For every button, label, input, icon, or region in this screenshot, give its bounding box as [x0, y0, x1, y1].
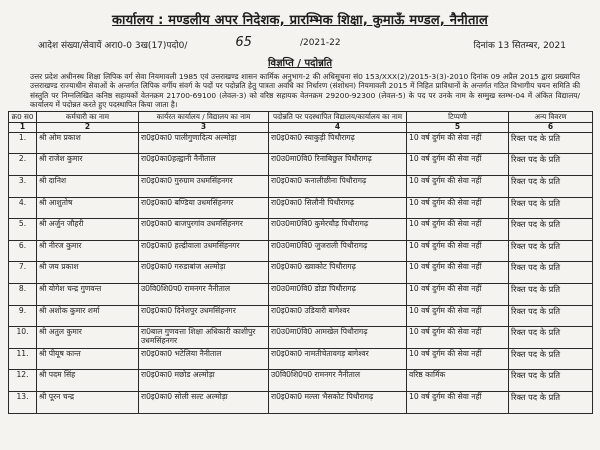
serial-number-cell: 8. — [9, 283, 37, 305]
posted-office-cell: रा0इ0का0 स्याकुड़ी पिथौरागढ़ — [269, 132, 407, 154]
remark-cell: रिक्त पद के प्रति — [509, 175, 593, 197]
current-office-cell: उ0वि0शि0प0 रामनगर नैनीताल — [139, 283, 269, 305]
employee-name-cell: श्री पूरन चन्द्र — [37, 391, 139, 413]
current-office-cell: रा0इ0का0 गरुडाबांज अल्मोड़ा — [139, 262, 269, 284]
employee-name-cell: श्री अतुल कुमार — [37, 327, 139, 349]
current-office-cell: रा0इ0का0 बण्डिया उधमसिंहनगर — [139, 197, 269, 219]
serial-number-cell: 12. — [9, 370, 37, 392]
employee-name-cell: श्री पीयूष कान्त — [37, 348, 139, 370]
column-header: पदोन्नति पर पदस्थापित विद्यालय/कार्यालय का नाम — [269, 112, 407, 123]
order-line — [8, 35, 592, 53]
current-office-cell: रा0बाल गुणवत्ता शिक्षा अधिकारी काशीपुर उधमसिंहनगर — [139, 327, 269, 349]
serial-number-cell: 1. — [9, 132, 37, 154]
remark-cell: रिक्त पद के प्रति — [509, 305, 593, 327]
serial-number-cell: 3. — [9, 175, 37, 197]
posted-office-cell: उ0वि0शि0प0 रामनगर नैनीताल — [269, 370, 407, 392]
posted-office-cell: रा0उ0मा0वि0 जुजराली पिथौरागढ़ — [269, 240, 407, 262]
posted-office-cell: रा0इ0का0 सिलौनी पिथौरागढ़ — [269, 197, 407, 219]
remark-cell: रिक्त पद के प्रति — [509, 348, 593, 370]
column-header: क्र0 स0 — [9, 112, 37, 123]
current-office-cell: रा0इ0का0 बाजपुरगांव उधमसिंहनगर — [139, 219, 269, 241]
order-label: आदेश संख्या/सेवायें अरा0-0 3ख(17)पदो0/ — [38, 41, 188, 51]
note-cell: 10 वर्ष दुर्गम की सेवा नहीं — [407, 132, 509, 154]
serial-number-cell: 2. — [9, 154, 37, 176]
table-row — [9, 240, 593, 262]
note-cell: 10 वर्ष दुर्गम की सेवा नहीं — [407, 175, 509, 197]
employee-name-cell: श्री ओम प्रकाश — [37, 132, 139, 154]
table-row — [9, 327, 593, 349]
serial-number-cell: 6. — [9, 240, 37, 262]
posted-office-cell: रा0उ0मा0वि0 आमखेल पिथौरागढ़ — [269, 327, 407, 349]
current-office-cell: रा0इ0का0 दिनेशपुर उधमसिंहनगर — [139, 305, 269, 327]
serial-number-cell: 7. — [9, 262, 37, 284]
employee-name-cell: श्री नीरज कुमार — [37, 240, 139, 262]
remark-cell: रिक्त पद के प्रति — [509, 219, 593, 241]
note-cell: 10 वर्ष दुर्गम की सेवा नहीं — [407, 283, 509, 305]
current-office-cell: रा0इ0का0 भटेलिया नैनीताल — [139, 348, 269, 370]
employee-name-cell: श्री अर्जुन जौहरी — [37, 219, 139, 241]
employee-name-cell: श्री योगेश चन्द्र गुणवन्त — [37, 283, 139, 305]
employee-name-cell: श्री राजेश कुमार — [37, 154, 139, 176]
remark-cell: रिक्त पद के प्रति — [509, 132, 593, 154]
remark-cell: रिक्त पद के प्रति — [509, 283, 593, 305]
serial-number-cell: 13. — [9, 391, 37, 413]
promotion-table — [8, 111, 593, 413]
note-cell: 10 वर्ष दुर्गम की सेवा नहीं — [407, 219, 509, 241]
table-row — [9, 283, 593, 305]
notice-body: उत्तर प्रदेश अधीनस्थ शिक्षा लिपिक वर्ग सेवा नियमावली 1985 एवं उत्तराखण्ड शासन कार्मिक अनुभाग-2 की अधिसूचना सं0 153/XXX(2)/2015-3(3)-2010 दिनांक 09 अप्रैल 2015 द्वारा प्रख्यापित उत्तराखण्ड राज्याधीन सेवाओं के अन्तर्गत लिपिक वर्गीय संवर्ग के पदों पर पदोन्नति हेतु पात्रता अवधि का निर्धारण (संशोधन) नियमावली 2015 में निहित प्राविधानों के अन्तर्गत गठित विभागीय चयन समिति की संस्तुति पर निम्नलिखित कनिष्ठ सहायकों वेतनक्रम 21700-69100 (लेवल-3) को वरिष्ठ सहायक वेतनक्रम 29200-92300 (लेवल-5) के पद पर उनके नाम के सम्मुख स्तम्भ-04 में अंकित विद्यालय/कार्यालय में पदोन्नत करते हुए पदस्थापित किया जाता है। — [30, 72, 580, 109]
order-reference — [38, 35, 341, 53]
column-number-row — [9, 123, 593, 133]
order-year: /2021-22 — [299, 38, 341, 48]
remark-cell: रिक्त पद के प्रति — [509, 154, 593, 176]
current-office-cell: रा0इ0का0 पालीगुणादित्य अल्मोड़ा — [139, 132, 269, 154]
table-row — [9, 197, 593, 219]
serial-number-cell: 10. — [9, 327, 37, 349]
column-number: 6 — [509, 123, 593, 133]
note-cell: 10 वर्ष दुर्गम की सेवा नहीं — [407, 154, 509, 176]
table-header-row — [9, 112, 593, 123]
posted-office-cell: रा0इ0का0 कनालीछीना पिथौरागढ़ — [269, 175, 407, 197]
column-header: टिप्पणी — [407, 112, 509, 123]
posted-office-cell: रा0उ0मा0वि0 रिनाबिछुल पिथौरागढ़ — [269, 154, 407, 176]
employee-name-cell: श्री जय प्रकाश — [37, 262, 139, 284]
column-number: 2 — [37, 123, 139, 133]
table-row — [9, 370, 593, 392]
current-office-cell: रा0इ0का0 हल्द्रीवाला उधमसिंहनगर — [139, 240, 269, 262]
note-cell: 10 वर्ष दुर्गम की सेवा नहीं — [407, 327, 509, 349]
current-office-cell: रा0इ0का0 गुरुग्राम उधमसिंहनगर — [139, 175, 269, 197]
remark-cell: रिक्त पद के प्रति — [509, 391, 593, 413]
column-header: कर्मचारी का नाम — [37, 112, 139, 123]
table-row — [9, 348, 593, 370]
employee-name-cell: श्री दानिश — [37, 175, 139, 197]
remark-cell: रिक्त पद के प्रति — [509, 262, 593, 284]
remark-cell: रिक्त पद के प्रति — [509, 370, 593, 392]
posted-office-cell: रा0इ0का0 मल्ला भैसकोट पिथौरागढ़ — [269, 391, 407, 413]
employee-name-cell: श्री अशोक कुमार शर्मा — [37, 305, 139, 327]
note-cell: 10 वर्ष दुर्गम की सेवा नहीं — [407, 240, 509, 262]
table-row — [9, 262, 593, 284]
office-title: कार्यालय : मण्डलीय अपर निदेशक, प्रारम्भिक शिक्षा, कुमाऊँ मण्डल, नैनीताल — [112, 13, 488, 28]
posted-office-cell: रा0उ0मा0वि0 डोडा पिथौरागढ़ — [269, 283, 407, 305]
column-number: 5 — [407, 123, 509, 133]
current-office-cell: रा0इ0का0हल्द्वानी नैनीताल — [139, 154, 269, 176]
table-row — [9, 219, 593, 241]
remark-cell: रिक्त पद के प्रति — [509, 197, 593, 219]
notice-heading: विज्ञप्ति / पदोन्नति — [267, 58, 333, 69]
serial-number-cell: 4. — [9, 197, 37, 219]
column-header: कार्यरत कार्यालय / विद्यालय का नाम — [139, 112, 269, 123]
posted-office-cell: रा0इ0का0 उडियारी बागेश्वर — [269, 305, 407, 327]
posted-office-cell: रा0उ0मा0वि0 कुमेरचौड़ पिथौरागढ़ — [269, 219, 407, 241]
serial-number-cell: 5. — [9, 219, 37, 241]
employee-name-cell: श्री पदम सिंह — [37, 370, 139, 392]
note-cell: 10 वर्ष दुर्गम की सेवा नहीं — [407, 262, 509, 284]
posted-office-cell: रा0इ0का0 नामतीचेतावगड़ बागेश्वर — [269, 348, 407, 370]
posted-office-cell: रा0इ0का0 ख्वाकोट पिथौरागढ़ — [269, 262, 407, 284]
column-header: अन्य विवरण — [509, 112, 593, 123]
column-number: 3 — [139, 123, 269, 133]
table-row — [9, 391, 593, 413]
note-cell: 10 वर्ष दुर्गम की सेवा नहीं — [407, 391, 509, 413]
note-cell: वरिष्ठ कार्मिक — [407, 370, 509, 392]
order-number: 65 — [235, 35, 252, 50]
note-cell: 10 वर्ष दुर्गम की सेवा नहीं — [407, 348, 509, 370]
serial-number-cell: 9. — [9, 305, 37, 327]
table-row — [9, 175, 593, 197]
table-body — [9, 132, 593, 413]
remark-cell: रिक्त पद के प्रति — [509, 327, 593, 349]
table-row — [9, 305, 593, 327]
remark-cell: रिक्त पद के प्रति — [509, 240, 593, 262]
serial-number-cell: 11. — [9, 348, 37, 370]
column-number: 4 — [269, 123, 407, 133]
current-office-cell: रा0इ0का0 सोली सल्ट अल्मोड़ा — [139, 391, 269, 413]
employee-name-cell: श्री आशुतोष — [37, 197, 139, 219]
note-cell: 10 वर्ष दुर्गम की सेवा नहीं — [407, 305, 509, 327]
order-date: दिनांक 13 सितम्बर, 2021 — [473, 41, 566, 51]
note-cell: 10 वर्ष दुर्गम की सेवा नहीं — [407, 197, 509, 219]
table-row — [9, 132, 593, 154]
table-row — [9, 154, 593, 176]
column-number: 1 — [9, 123, 37, 133]
current-office-cell: रा0इ0का0 मछोड अल्मोड़ा — [139, 370, 269, 392]
